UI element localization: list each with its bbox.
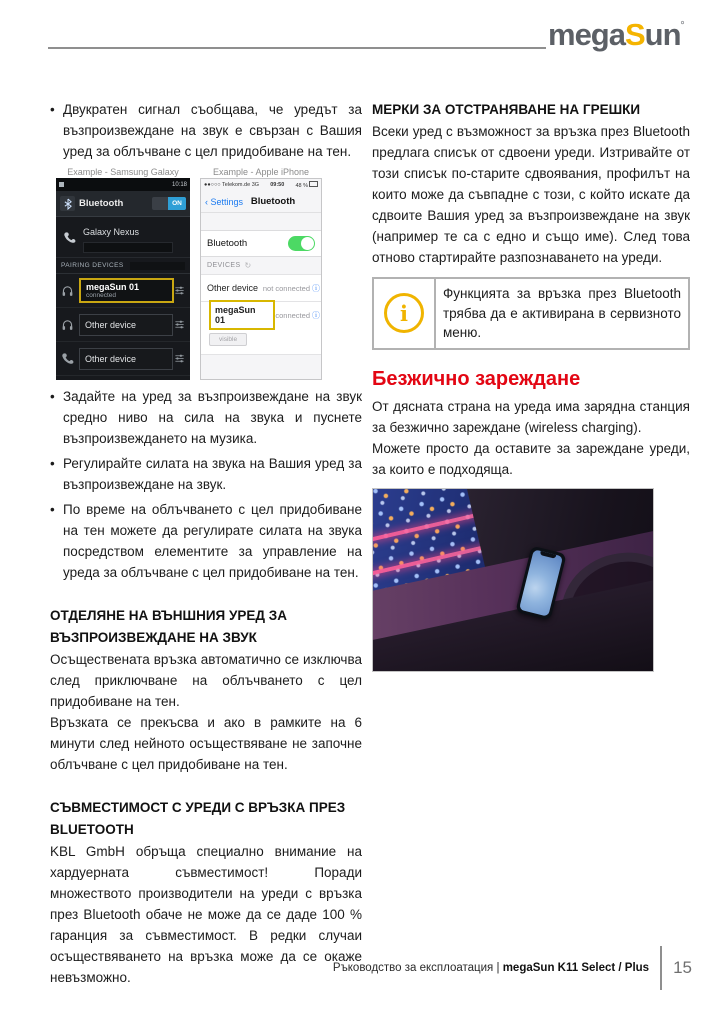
spinner-icon: ↻: [244, 261, 252, 270]
samsung-status-bar: [56, 178, 190, 191]
paragraph: Осъществената връзка автоматично се изключва след приключване на облъчването с цел придобиване на тен.: [50, 652, 362, 709]
notification-icon: [59, 182, 64, 187]
footer-product-name: megaSun K11 Select / Plus: [502, 962, 650, 974]
device-name-box: Other device: [79, 314, 173, 336]
ios-toggle-on: [288, 236, 315, 251]
footer-separator: |: [496, 962, 500, 974]
device-status: connected: [86, 292, 116, 299]
logo-registered-mark: °: [680, 20, 684, 31]
iphone-status-bar: [201, 179, 321, 191]
bullet-marker: •: [50, 102, 55, 117]
bluetooth-row-label: Bluetooth: [207, 238, 248, 249]
bullet-marker: •: [50, 502, 55, 517]
footer-text: [333, 962, 649, 974]
info-icon: ⓘ: [312, 310, 320, 320]
samsung-section-header: [56, 258, 190, 274]
device-row: [56, 308, 190, 342]
device-name: Other device: [207, 283, 259, 293]
iphone-devices-section: [201, 257, 321, 274]
screenshot-captions: [56, 167, 362, 177]
iphone-nav-title: Bluetooth: [250, 196, 296, 207]
device-row: [201, 274, 321, 301]
megasun-logo: [548, 17, 684, 53]
bullet-item: [50, 99, 362, 162]
footer-doc-title: Ръководство за експлоатация: [332, 962, 494, 974]
device-row-megasun: [201, 301, 321, 328]
redacted-text-bar: [83, 242, 173, 253]
samsung-caption: Example - Samsung Galaxy: [67, 167, 179, 177]
device-row: [56, 376, 190, 380]
logo-text-s: S: [624, 17, 645, 52]
info-note-text: Функцията за връзка през Bluetooth трябва да е активирана в сервизното меню.: [443, 286, 681, 340]
page-footer: [0, 946, 692, 990]
paragraph: Можете просто да оставите за зареждане уреди, за които е подходяща.: [372, 440, 690, 477]
battery-icon: [309, 181, 318, 187]
info-icon-cell: [374, 279, 436, 348]
iphone-status-time: 09:50: [270, 182, 285, 188]
bullet-marker: •: [50, 389, 55, 404]
bullet-text: Двукратен сигнал съобщава, че уредът за възпроизвеждане на звук е свързан с Вашия уред за облъчване с цел придобиване на тен.: [63, 102, 362, 159]
bluetooth-toggle: [152, 197, 186, 210]
bullet-text: Регулирайте силата на звука на Вашия уред за възпроизвеждане на звук.: [63, 456, 362, 492]
right-column: [372, 99, 690, 672]
device-name: megaSun 01: [86, 282, 140, 292]
samsung-section-label: PAIRING DEVICES: [61, 262, 124, 269]
device-status: connected: [275, 310, 310, 320]
samsung-my-device-name: Galaxy Nexus: [83, 226, 140, 237]
visible-chip: visible: [209, 333, 247, 346]
tune-settings-icon: [174, 285, 185, 296]
page-number: 15: [673, 958, 692, 977]
screenshots-row: [56, 178, 362, 380]
paragraph: KBL GmbH обръща специално внимание на хардуерната съвместимост! Поради множеството производители на уреди с връзка през Bluetooth обаче не може да се даде 100 % гаранция за съвместимост. В редки случаи осъществяването на връзка може да се окаже невъзможно.: [50, 844, 362, 985]
iphone-bluetooth-row: [201, 230, 321, 257]
wireless-charging-photo: [372, 488, 654, 672]
info-note-box: [372, 277, 690, 350]
bullet-item: [50, 453, 362, 495]
device-row: [56, 342, 190, 376]
device-name-box: Other device: [79, 348, 173, 370]
bullet-marker: •: [50, 456, 55, 471]
toggle-on-label: ON: [168, 197, 186, 210]
left-column: [50, 99, 362, 988]
iphone-carrier: ●●○○○ Telekom.de 3G: [204, 182, 260, 188]
info-icon: i: [384, 293, 424, 333]
toggle-track: [152, 197, 168, 210]
samsung-status-time: 10:18: [171, 181, 187, 188]
header-rule: [48, 47, 546, 49]
device-status: not connected: [262, 283, 310, 293]
samsung-header-title: Bluetooth: [79, 198, 124, 209]
redacted-text-bar: [130, 262, 185, 270]
iphone-battery: 48 %: [295, 181, 318, 189]
iphone-caption: Example - Apple iPhone: [212, 167, 310, 177]
iphone-nav-bar: [201, 191, 321, 213]
section-heading-detach: ОТДЕЛЯНЕ НА ВЪНШНИЯ УРЕД ЗА ВЪЗПРОИЗВЕЖДАНЕ НА ЗВУК: [50, 608, 287, 645]
paragraph: Всеки уред с възможност за връзка през Bluetooth предлага списък от сдвоени уреди. Изтривайте от този списък по-старите сдвоявания, профилът на които може да съвпадне с този, с който искате да сдвоите Вашия уред за възпроизвеждане на звук (например те са с едно и също име). След това отново стартирайте разпознаването на уреди.: [372, 124, 690, 265]
highlighted-device-name: megaSun 01: [209, 300, 275, 330]
bullet-item: [50, 386, 362, 449]
bullet-text: Задайте на уред за възпроизвеждане на звук средно ниво на сила на звука и пуснете възпроизвеждането на музика.: [63, 389, 362, 446]
paragraph: Връзката се прекъсва и ако в рамките на 6 минути след нейното осъществяване не започне облъчване с цел придобиване на тен.: [50, 715, 362, 772]
info-icon: ⓘ: [312, 283, 320, 293]
section-heading-compatibility: СЪВМЕСТИМОСТ С УРЕДИ С ВРЪЗКА ПРЕЗ BLUETOOTH: [50, 800, 346, 837]
headphones-icon: [61, 318, 74, 331]
back-to-settings-link: ‹ Settings: [205, 196, 244, 207]
spacer: [201, 213, 321, 230]
headphones-icon: [61, 284, 74, 297]
phone-icon: [63, 231, 76, 244]
phone-icon: [61, 352, 74, 365]
iphone-screenshot: [200, 178, 322, 380]
highlighted-device-box: [79, 278, 174, 303]
bullet-item: [50, 499, 362, 583]
logo-text-mega: mega: [548, 17, 625, 52]
samsung-my-device-row: [56, 217, 190, 258]
footer-divider: [660, 946, 662, 990]
tune-settings-icon: [174, 353, 185, 364]
logo-text-un: un: [644, 17, 681, 52]
samsung-bluetooth-header: [56, 191, 190, 217]
toggle-knob: [301, 237, 314, 250]
section-heading-wireless-charging: Безжично зареждане: [372, 367, 581, 390]
paragraph: От дясната страна на уреда има зарядна станция за безжично зареждане (wireless charging).: [372, 398, 690, 435]
device-row-megasun: [56, 274, 190, 308]
devices-section-label: DEVICES: [207, 262, 241, 269]
samsung-screenshot: [56, 178, 190, 380]
bullet-text: По време на облъчването с цел придобиване на тен можете да регулирате силата на звука посредством елементите за управление на уреда за облъчване с цел придобиване на тен.: [63, 502, 362, 580]
bluetooth-icon: [60, 196, 75, 211]
section-heading-errors: МЕРКИ ЗА ОТСТРАНЯВАНЕ НА ГРЕШКИ: [372, 102, 641, 117]
device-group: [201, 301, 321, 355]
tune-settings-icon: [174, 319, 185, 330]
